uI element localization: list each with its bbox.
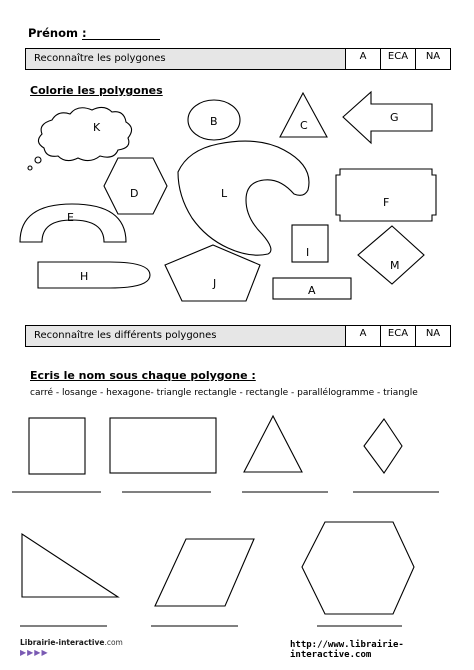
label-m: M <box>390 259 400 272</box>
footer-logo-suffix: .com <box>104 638 123 647</box>
shape-carre <box>29 418 85 474</box>
prenom-label: Prénom : <box>28 26 87 40</box>
section-1-title: Colorie les polygones <box>30 84 163 97</box>
shape-l-blob <box>178 141 309 255</box>
label-i: I <box>306 246 310 259</box>
logo-arrows-icon: ▶▶▶▶ <box>20 648 49 657</box>
shape-k-cloud <box>38 107 131 160</box>
word-list: carré - losange - hexagone- triangle rectangle - rectangle - parallélogramme - triangle <box>30 388 418 398</box>
header-table-2 <box>25 325 451 347</box>
label-h: H <box>80 270 89 283</box>
shape-m-diamond <box>358 226 424 284</box>
shape-parallelogramme <box>155 539 254 606</box>
label-g: G <box>390 111 399 124</box>
shape-f-frame <box>336 169 436 221</box>
footer-logo-text: Librairie-interactive <box>20 638 105 647</box>
header-2-col-a: A <box>345 326 380 346</box>
label-l: L <box>221 187 228 200</box>
label-f: F <box>383 196 390 209</box>
shape-h-bullet <box>38 262 150 288</box>
shape-triangle <box>244 416 302 472</box>
shape-triangle-rectangle <box>22 534 118 597</box>
label-d: D <box>130 187 139 200</box>
shape-g-arrow <box>343 92 432 143</box>
shape-rectangle <box>110 418 216 473</box>
label-c: C <box>300 119 308 132</box>
label-e: E <box>67 211 74 224</box>
shape-hexagone <box>302 522 414 614</box>
label-a: A <box>308 284 316 297</box>
shape-i-square <box>292 225 328 262</box>
footer-logo <box>20 638 123 647</box>
shape-losange <box>364 419 402 473</box>
header-2-title: Reconnaître les différents polygones <box>34 330 217 341</box>
label-k: K <box>93 121 101 134</box>
shape-d-hexagon <box>104 158 167 214</box>
label-j: J <box>213 277 217 290</box>
header-1-title: Reconnaître les polygones <box>34 53 166 64</box>
label-b: B <box>210 115 218 128</box>
footer-url[interactable]: http://www.librairie-interactive.com <box>290 640 404 660</box>
header-1-col-a: A <box>345 49 380 69</box>
header-1-col-eca: ECA <box>380 49 415 69</box>
header-1-col-na: NA <box>415 49 450 69</box>
header-2-col-na: NA <box>415 326 450 346</box>
header-2-col-eca: ECA <box>380 326 415 346</box>
section-2-title: Ecris le nom sous chaque polygone : <box>30 369 256 382</box>
